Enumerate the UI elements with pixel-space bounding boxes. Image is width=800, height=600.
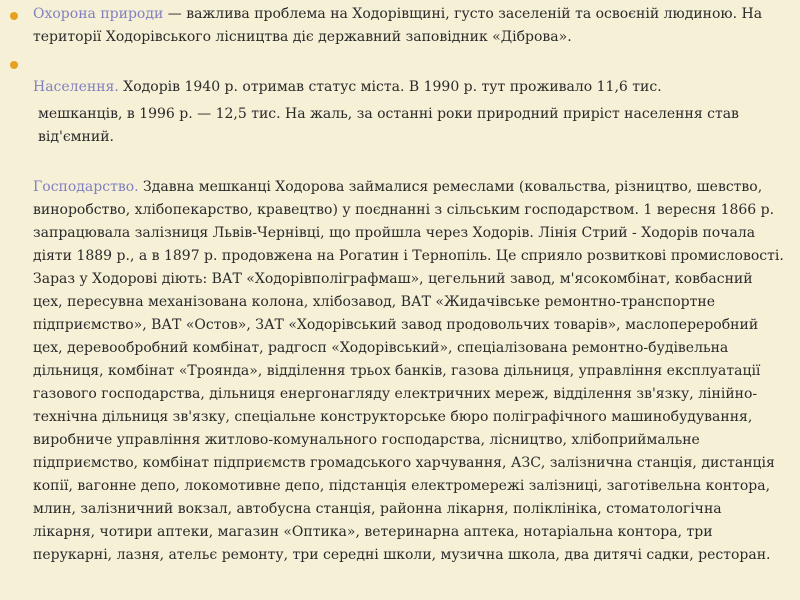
population-line-2: мешканців, в 1996 р. — 12,5 тис. На жаль, за останні роки природний приріст населення став від'ємний. bbox=[38, 106, 739, 145]
population-line-1: Ходорів 1940 р. отримав статус міста. В 1990 р. тут проживало 11,6 тис. bbox=[118, 79, 662, 95]
protection-paragraph bbox=[33, 3, 785, 49]
economy-text: Здавна мешканці Ходорова займалися ремеслами (ковальства, різництво, шевство, виноробство, хлібопекарство, кравецтво) у поєднанні з сільським господарством. 1 вересня 1866 р. запрацювала залізниця Львів-Чернівці, що пройшла через Ходорів. Лінія Стрий - Ходорів почала діяти 1889 р., а в 1897 р. продовжена на Рогатин і Тернопіль. Це сприяло розвиткові промисловості. Зараз у Ходорові діють: ВАТ «Ходорівполіграфмаш», цегельний завод, м'ясокомбінат, ковбасний цех, пересувна механізована колона, хлібозавод, ВАТ «Жидачівське ремонтно-транспортне підприємство», ВАТ «Остов», ЗАТ «Ходорівський завод продовольчих товарів», маслопереробний цех, деревообробний комбінат, радгосп «Ходорівський», спеціалізована ремонтно-будівельна дільниця, комбінат «Троянда», відділення трьох банків, газова дільниця, управління експлуатації газового господарства, дільниця енергонагляду електричних мереж, відділення зв'язку, лінійно-технічна дільниця зв'язку, спеціальне конструкторське бюро поліграфічного машинобудування, виробниче управління житлово-комунального господарства, лісництво, хлібоприймальне підприємство, комбінат підприємств громадського харчування, АЗС, залізнична станція, дистанція копії, вагонне депо, локомотивне депо, підстанція електромережі залізниці, заготівельна контора, млин, залізничний вокзал, автобусна станція, районна лікарня, поліклініка, стоматологічна лікарня, чотири аптеки, магазин «Оптика», ветеринарна аптека, нотаріальна контора, три перукарні, лазня, ательє ремонту, три середні школи, музична школа, два дитячі садки, ресторан. bbox=[33, 179, 784, 563]
population-keyword: Населення. bbox=[33, 79, 119, 95]
economy-paragraph bbox=[33, 176, 785, 567]
protection-text: — важлива проблема на Ходорівщині, густо заселеній та освоєній людиною. На території Ходорівського лісництва діє державний заповідник «Діброва». bbox=[33, 6, 763, 45]
bullet-icon bbox=[10, 61, 18, 69]
population-paragraph bbox=[33, 76, 785, 149]
economy-keyword: Господарство. bbox=[33, 179, 139, 195]
protection-keyword: Охорона природи bbox=[33, 6, 164, 22]
bullet-icon bbox=[10, 12, 18, 20]
